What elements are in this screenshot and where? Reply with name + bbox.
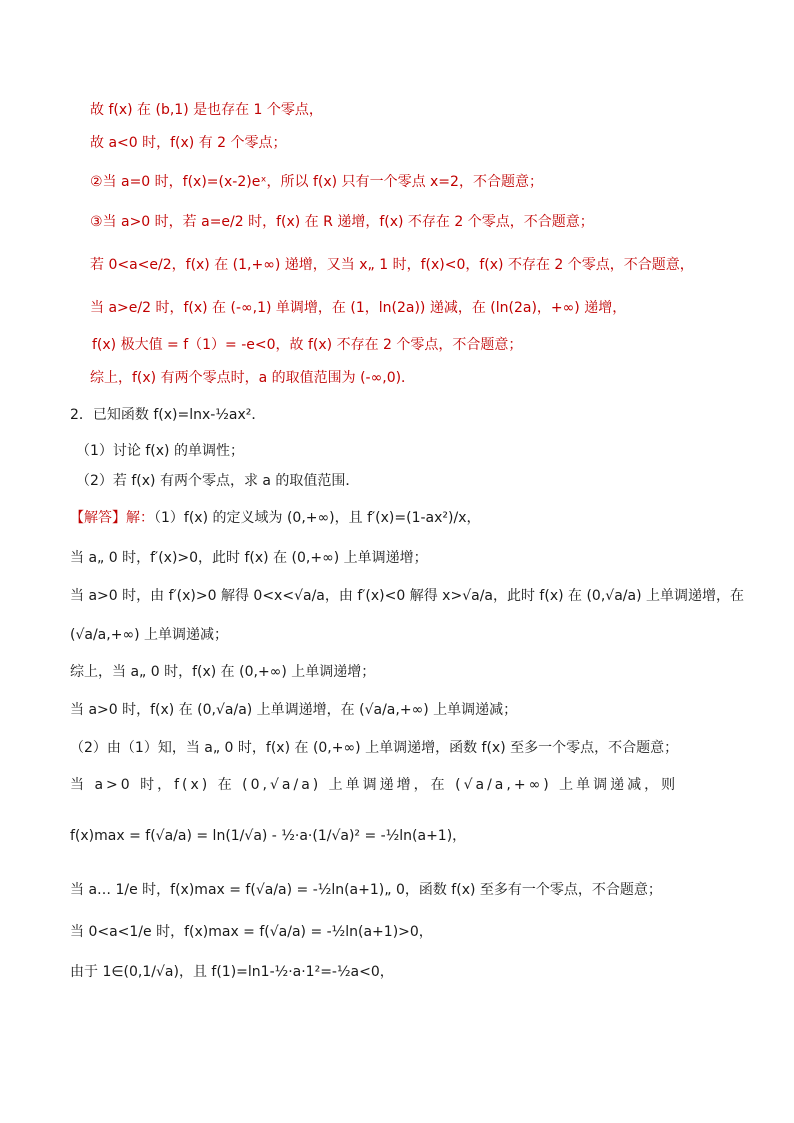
text-line-l20: f(x)max = f(√a/a) = ln(1/√a) - ½·a·(1/√a)² = -½ln(a+1)， bbox=[70, 828, 467, 844]
text-line-l5: 若 0<a<e/2，f(x) 在 (1,+∞) 递增，又当 x„ 1 时，f(x)<0，f(x) 不存在 2 个零点，不合题意， bbox=[90, 257, 694, 273]
text-line-l2: 故 a<0 时，f(x) 有 2 个零点； bbox=[90, 135, 287, 151]
text-line-l18: （2）由（1）知，当 a„ 0 时，f(x) 在 (0,+∞) 上单调递增，函数 f(x) 至多一个零点，不合题意； bbox=[70, 740, 679, 756]
text-line-l22: 当 0<a<1/e 时，f(x)max = f(√a/a) = -½ln(a+1)>0， bbox=[70, 924, 433, 940]
text-line-l21: 当 a… 1/e 时，f(x)max = f(√a/a) = -½ln(a+1)„ 0，函数 f(x) 至多有一个零点，不合题意； bbox=[70, 882, 662, 898]
text-line-l1: 故 f(x) 在 (b,1) 是也存在 1 个零点， bbox=[90, 102, 323, 118]
text-line-l6: 当 a>e/2 时，f(x) 在 (-∞,1) 单调增，在 (1，ln(2a)) 递减，在 (ln(2a)，+∞) 递增， bbox=[90, 300, 627, 316]
text-line-l23: 由于 1∈(0,1/√a)，且 f(1)=ln1-½·a·1²=-½a<0， bbox=[70, 964, 394, 980]
text-line-l16: 综上，当 a„ 0 时，f(x) 在 (0,+∞) 上单调递增； bbox=[70, 664, 376, 680]
text-line-l4: ③当 a>0 时，若 a=e/2 时，f(x) 在 R 递增，f(x) 不存在 2 个零点，不合题意； bbox=[90, 214, 594, 230]
text-line-l9: 2．已知函数 f(x)=lnx-½ax²． bbox=[70, 407, 266, 423]
text-line-l19: 当 a>0 时，f(x) 在 (0,√a/a) 上单调递增，在 (√a/a,+∞) 上单调递减，则 bbox=[70, 777, 679, 793]
answer-text: （1）f(x) 的定义域为 (0,+∞)，且 f′(x)=(1-ax²)/x， bbox=[154, 510, 481, 526]
text-line-l3: ②当 a=0 时，f(x)=(x-2)eˣ，所以 f(x) 只有一个零点 x=2，不合题意； bbox=[90, 174, 543, 190]
text-line-l11: （2）若 f(x) 有两个零点，求 a 的取值范围． bbox=[76, 473, 360, 489]
answer-tag: 【解答】解： bbox=[70, 510, 154, 526]
text-line-l14: 当 a>0 时，由 f′(x)>0 解得 0<x<√a/a，由 f′(x)<0 解得 x>√a/a，此时 f(x) 在 (0,√a/a) 上单调递增，在 bbox=[70, 588, 745, 604]
text-line-l8: 综上，f(x) 有两个零点时，a 的取值范围为 (-∞,0)． bbox=[90, 370, 416, 386]
text-line-l7: f(x) 极大值 = f（1）= -e<0，故 f(x) 不存在 2 个零点，不合题意； bbox=[92, 337, 523, 353]
text-line-l17: 当 a>0 时，f(x) 在 (0,√a/a) 上单调递增，在 (√a/a,+∞) 上单调递减； bbox=[70, 702, 518, 718]
text-line-l12 bbox=[70, 508, 480, 528]
text-line-l13: 当 a„ 0 时，f′(x)>0，此时 f(x) 在 (0,+∞) 上单调递增； bbox=[70, 550, 428, 566]
text-line-l10: （1）讨论 f(x) 的单调性； bbox=[76, 443, 244, 459]
text-line-l15: (√a/a,+∞) 上单调递减； bbox=[70, 627, 229, 643]
